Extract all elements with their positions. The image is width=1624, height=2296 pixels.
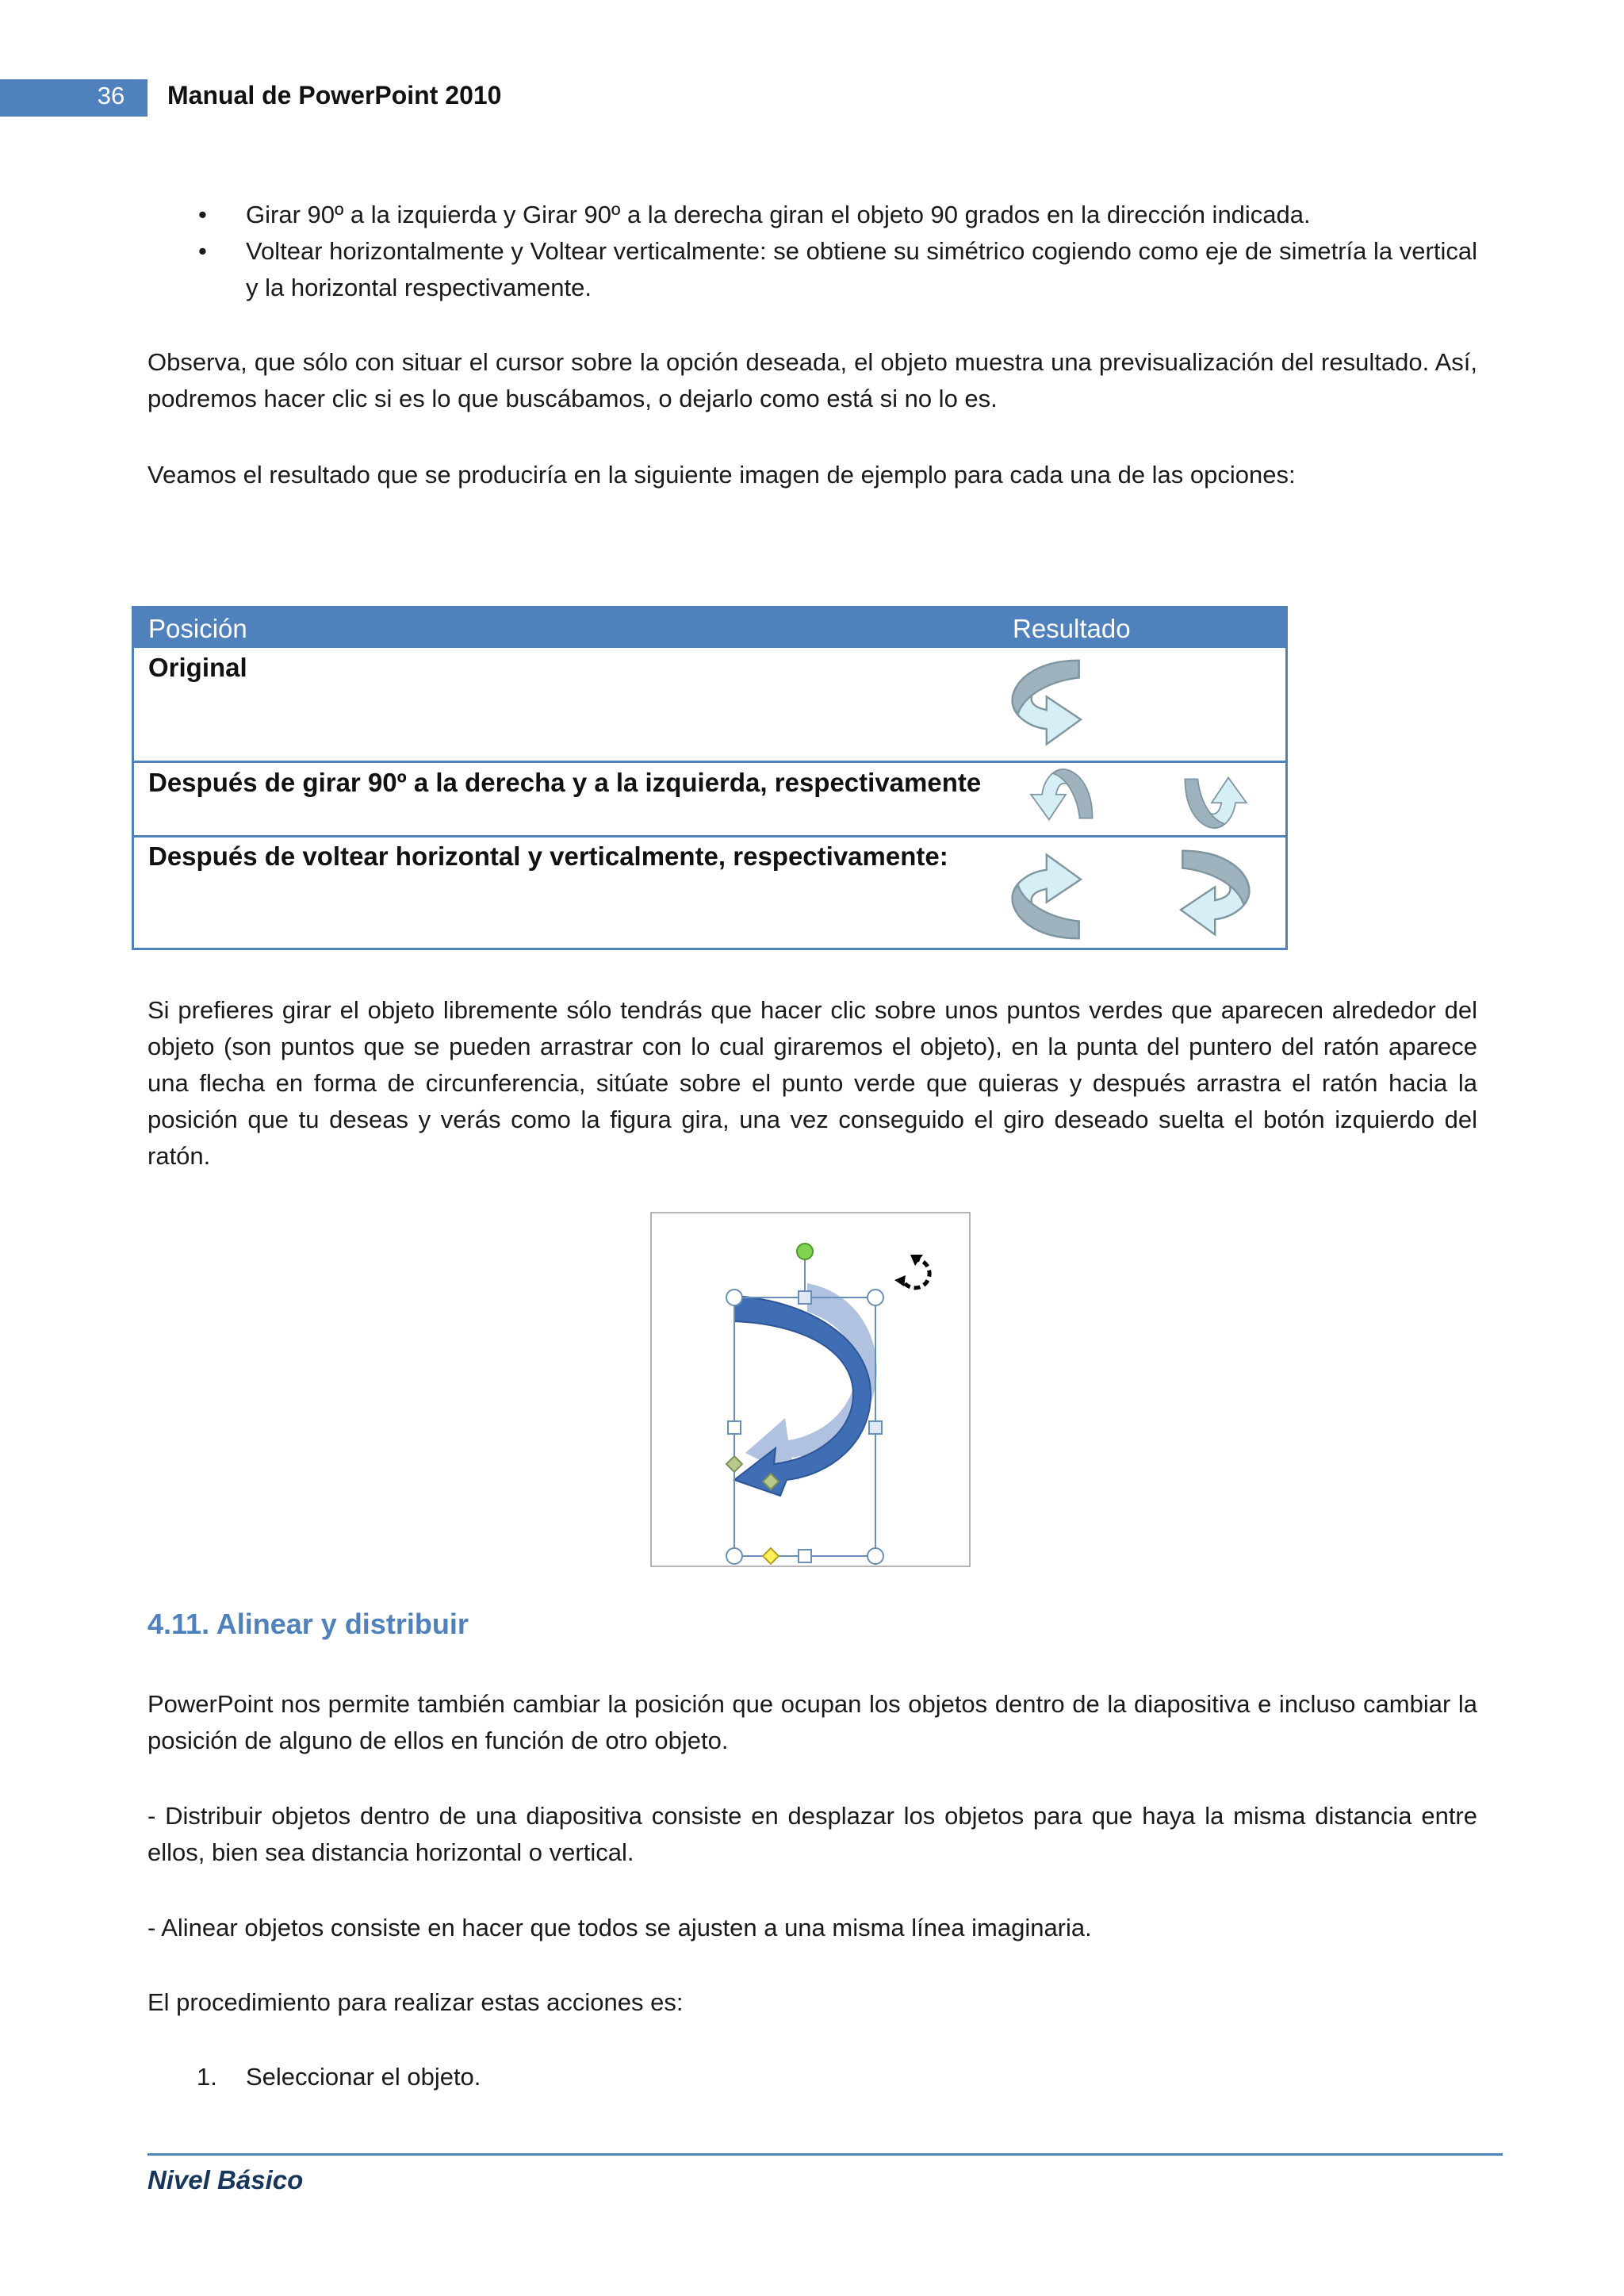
section-paragraph: - Alinear objetos consiste en hacer que todos se ajusten a una misma línea imaginaria. — [147, 1914, 1092, 1941]
section-paragraph: PowerPoint nos permite también cambiar la posición que ocupan los objetos dentro de la diapositiva e incluso cambiar la posición de alguno de ellos en función de otro objeto. — [147, 1690, 1477, 1754]
rotate-cursor-icon — [894, 1255, 929, 1288]
paragraph-girar-libre: Si prefieres girar el objeto libremente sólo tendrás que hacer clic sobre unos puntos verdes que aparecen alrededor del objeto (son puntos que se pueden arrastrar con lo cual giraremos el objeto), en la punta del puntero del ratón aparece una flecha en forma de circunferencia, sitúate sobre el punto verde que quieras y después arrastra el ratón hacia la posición que tu deseas y verás como la figura gira, una vez conseguido el giro deseado suelta el botón izquierdo del ratón. — [147, 996, 1477, 1170]
list-item: • Voltear horizontalmente y Voltear verticalmente: se obtiene su simétrico cogiendo como eje de simetría la vertical y la horizontal respectivamente. — [147, 233, 1477, 306]
bullet-list — [147, 197, 1477, 306]
arrow-rotated-left-icon — [1182, 743, 1252, 854]
rotation-handles-figure — [652, 1213, 969, 1566]
arrow-flipped-vertical-icon — [1162, 840, 1257, 949]
header-position: Posición — [148, 614, 247, 643]
header-title: Manual de PowerPoint 2010 — [167, 81, 502, 109]
rotation-handle-icon — [797, 1244, 813, 1259]
step-number: 1. — [197, 2063, 217, 2091]
rotation-figure — [650, 1212, 971, 1567]
section-heading: 4.11. Alinear y distribuir — [147, 1608, 469, 1640]
row-label-flipped: Después de voltear horizontal y verticalmente, respectivamente: — [148, 841, 948, 871]
row-divider — [134, 835, 1285, 838]
header-result: Resultado — [1013, 614, 1131, 643]
arrow-flipped-horizontal-icon — [1005, 840, 1100, 949]
rotation-table — [132, 606, 1288, 950]
row-divider — [134, 761, 1285, 763]
page-number: 36 — [97, 82, 125, 109]
row-label-original: Original — [148, 653, 247, 682]
paragraph-observa: Observa, que sólo con situar el cursor sobre la opción deseada, el objeto muestra una previsualización del resultado. Así, podremos hacer clic si es lo que buscábamos, o dejarlo como está si no lo es. — [147, 348, 1477, 412]
bullet-icon: • — [198, 201, 207, 228]
section-paragraph: El procedimiento para realizar estas acciones es: — [147, 1988, 684, 2016]
bullet-icon: • — [198, 237, 207, 265]
table-header — [134, 608, 1285, 648]
step-text: Seleccionar el objeto. — [246, 2063, 481, 2091]
footer-text: Nivel Básico — [147, 2165, 304, 2194]
list-item: • Girar 90º a la izquierda y Girar 90º a la derecha giran el objeto 90 grados en la dirección indicada. — [147, 197, 1477, 233]
paragraph-veamos: Veamos el resultado que se produciría en la siguiente imagen de ejemplo para cada una de las opciones: — [147, 461, 1296, 489]
section-paragraph: - Distribuir objetos dentro de una diapositiva consiste en desplazar los objetos para que haya la misma distancia entre ellos, bien sea distancia horizontal o vertical. — [147, 1802, 1477, 1866]
arrow-rotated-right-icon — [1025, 743, 1095, 854]
row-label-rotated: Después de girar 90º a la derecha y a la izquierda, respectivamente — [148, 768, 982, 797]
footer-line — [147, 2153, 1503, 2156]
